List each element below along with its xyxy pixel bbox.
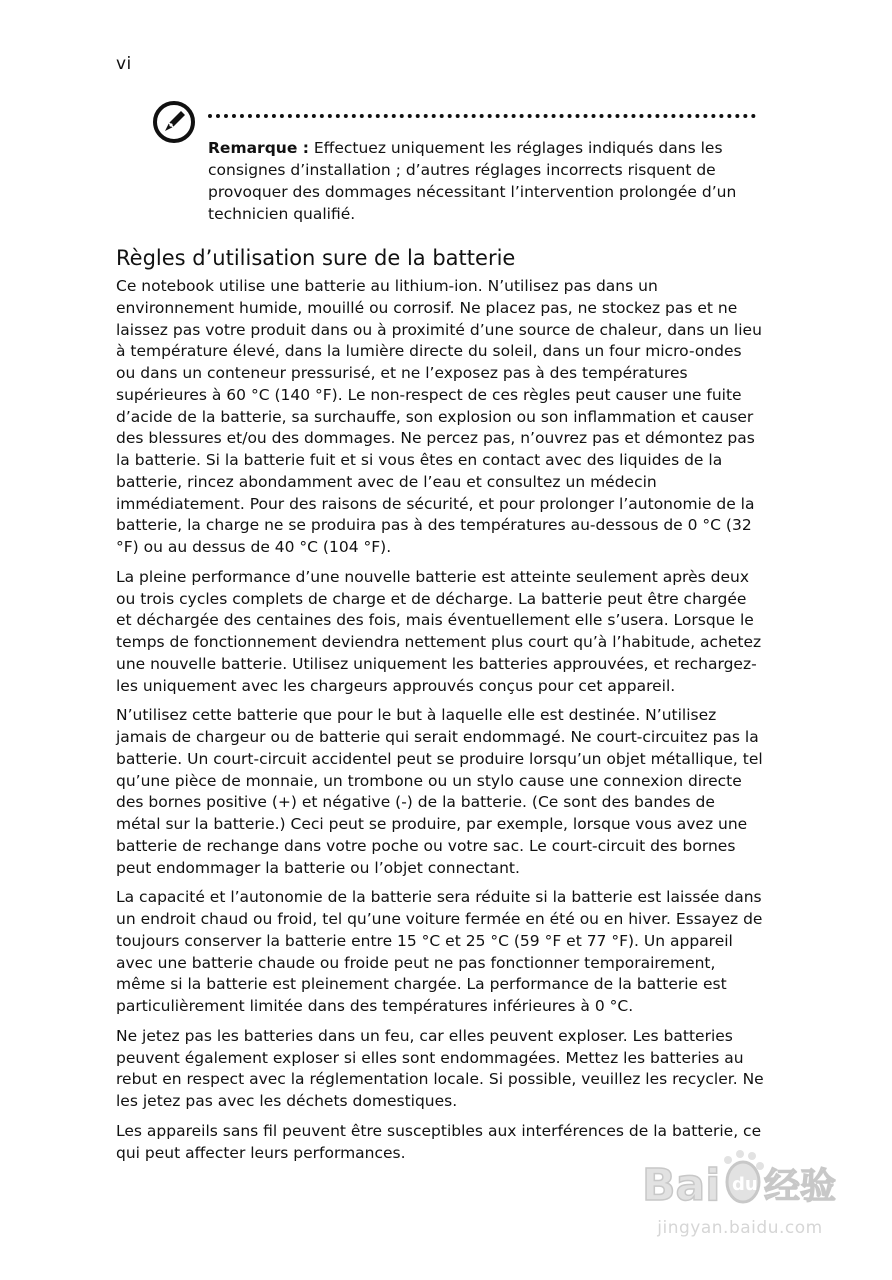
- baidu-watermark: [640, 1148, 850, 1248]
- paragraph: La pleine performance d’une nouvelle batterie est atteinte seulement après deux ou trois cycles complets de charge et de décharge. La batterie peut être chargée et déchargée des centaines des fois, mais éventuellement elle s’usera. Lorsque le temps de fonctionnement deviendra nettement plus court qu’à l’habitude, achetez une nouvelle batterie. Utilisez uniquement les batteries approuvées, et rechargez-les uniquement avec les chargeurs approuvés conçus pour cet appareil.: [116, 567, 762, 695]
- note-label: Remarque :: [208, 139, 309, 157]
- paragraph: N’utilisez cette batterie que pour le but à laquelle elle est destinée. N’utilisez jamais de chargeur ou de batterie qui serait endommagé. Ne court-circuitez pas la batterie. Un court-circuit accidentel peut se produire lorsqu’un objet métallique, tel qu’une pièce de monnaie, un trombone ou un stylo cause une connexion directe des bornes positive (+) et négative (-) de la batterie. (Ce sont des bandes de métal sur la batterie.) Ceci peut se produire, par exemple, lorsque vous avez une batterie de rechange dans votre poche ou votre sac. Le court-circuit des bornes peut endommager la batterie ou l’objet connectant.: [116, 706, 763, 877]
- paragraph: La capacité et l’autonomie de la batterie sera réduite si la batterie est laissée dans un endroit chaud ou froid, tel qu’une voiture fermée en été ou en hiver. Essayez de toujours conserver la batterie entre 15 °C et 25 °C (59 °F et 77 °F). Un appareil avec une batterie chaude ou froide peut ne pas fonctionner temporairement, même si la batterie est pleinement chargée. La performance de la batterie est particulièrement limitée dans des températures inférieures à 0 °C.: [116, 888, 763, 1015]
- note-divider: [208, 114, 756, 118]
- note-text: [208, 137, 756, 225]
- paragraph: Ne jetez pas les batteries dans un feu, car elles peuvent exploser. Les batteries peuvent également exploser si elles sont endommagées. Mettez les batteries au rebut en respect avec la réglementation locale. Si possible, veuillez les recycler. Ne les jetez pas avec les déchets domestiques.: [116, 1026, 764, 1110]
- paragraph: Ce notebook utilise une batterie au lithium-ion. N’utilisez pas dans un environnement humide, mouillé ou corrosif. Ne placez pas, ne stockez pas et ne laissez pas votre produit dans ou à proximité d’une source de chaleur, dans un lieu à température élevé, dans la lumière directe du soleil, dans un four micro-ondes ou dans un conteneur pressurisé, et ne l’exposez pas à des températures supérieures à 60 °C (140 °F). Le non-respect de ces règles peut causer une fuite d’acide de la batterie, sa surchauffe, son explosion ou son inflammation et causer des blessures et/ou des dommages. Ne percez pas, n’ouvrez pas et démontez pas la batterie. Si la batterie fuit et si vous êtes en contact avec des liquides de la batterie, rincez abondamment avec de l’eau et consultez un médecin immédiatement. Pour des raisons de sécurité, et pour prolonger l’autonomie de la batterie, la charge ne se produira pas à des températures au-dessous de 0 °C (32 °F) ou au dessus de 40 °C (104 °F).: [116, 277, 762, 556]
- paragraph: Les appareils sans fil peuvent être susceptibles aux interférences de la batterie, ce qui peut affecter leurs performances.: [116, 1121, 762, 1162]
- note-pen-icon: [152, 100, 196, 144]
- section-body: [116, 276, 764, 1172]
- svg-text:经验: 经验: [764, 1166, 837, 1207]
- watermark-url: jingyan.baidu.com: [657, 1218, 823, 1238]
- page-number: vi: [116, 54, 132, 74]
- note-body: Effectuez uniquement les réglages indiqués dans les consignes d’installation ; d’autres réglages incorrects risquent de provoquer des dommages nécessitant l’intervention prolongée d’un technicien qualifié.: [208, 139, 737, 223]
- baidu-logo-icon: [640, 1148, 850, 1218]
- svg-text:Bai: Bai: [642, 1160, 721, 1211]
- svg-text:du: du: [732, 1174, 758, 1195]
- section-title: Règles d’utilisation sure de la batterie: [116, 246, 516, 270]
